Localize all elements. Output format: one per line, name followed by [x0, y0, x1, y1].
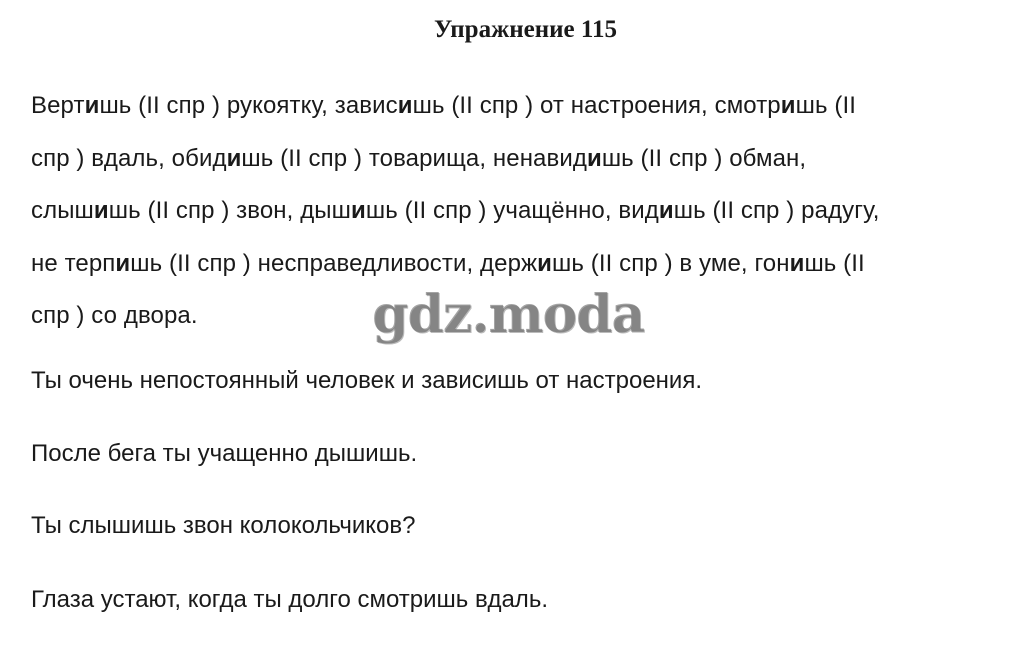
- page-title: Упражнение 115: [433, 16, 617, 43]
- ending-vowel: и: [780, 92, 796, 119]
- text-fragment: шь (II спр ) от настроения, смотр: [412, 92, 781, 119]
- text-fragment: шь (II: [795, 92, 856, 119]
- text-fragment: шь (II спр ) в уме, гон: [552, 249, 790, 277]
- text-fragment: шь (II спр ) обман,: [601, 144, 807, 172]
- example-sentence-3: Ты слышишь звон колокольчиков?: [31, 512, 416, 539]
- text-fragment: шь (II спр ) рукоятку, завис: [99, 92, 398, 119]
- text-fragment: шь (II спр ) товарища, ненавид: [241, 144, 587, 172]
- ending-vowel: и: [658, 197, 674, 224]
- watermark-logo: gdz.moda: [372, 284, 645, 345]
- ending-vowel: и: [351, 197, 366, 224]
- text-fragment: шь (II спр ) радугу,: [673, 197, 880, 224]
- text-fragment: спр ) вдаль, обид: [31, 144, 227, 172]
- ending-vowel: и: [226, 144, 242, 172]
- text-fragment: шь (II спр ) учащённо, вид: [365, 197, 659, 224]
- ending-vowel: и: [397, 92, 413, 119]
- ending-vowel: и: [789, 249, 805, 277]
- example-sentence-4: Глаза устают, когда ты долго смотришь вдаль.: [31, 586, 548, 613]
- text-fragment: шь (II: [804, 249, 865, 277]
- text-fragment: Верт: [31, 92, 85, 119]
- paragraph-line: [31, 238, 1011, 291]
- example-sentence-1: Ты очень непостоянный человек и зависишь от настроения.: [31, 367, 702, 394]
- ending-vowel: и: [115, 249, 131, 277]
- text-fragment: шь (II спр ) звон, дыш: [108, 197, 352, 224]
- text-fragment: слыш: [31, 197, 94, 224]
- ending-vowel: и: [84, 92, 100, 119]
- text-fragment: спр ) со двора.: [31, 302, 198, 329]
- example-sentence-2: После бега ты учащенно дышишь.: [31, 440, 418, 467]
- ending-vowel: и: [586, 144, 602, 172]
- paragraph-line: [31, 80, 1011, 133]
- ending-vowel: и: [537, 249, 553, 277]
- text-fragment: не терп: [31, 249, 116, 277]
- paragraph-line: [31, 133, 1011, 186]
- text-fragment: шь (II спр ) несправедливости, держ: [130, 249, 538, 277]
- paragraph-line: [31, 185, 1011, 238]
- ending-vowel: и: [93, 197, 109, 224]
